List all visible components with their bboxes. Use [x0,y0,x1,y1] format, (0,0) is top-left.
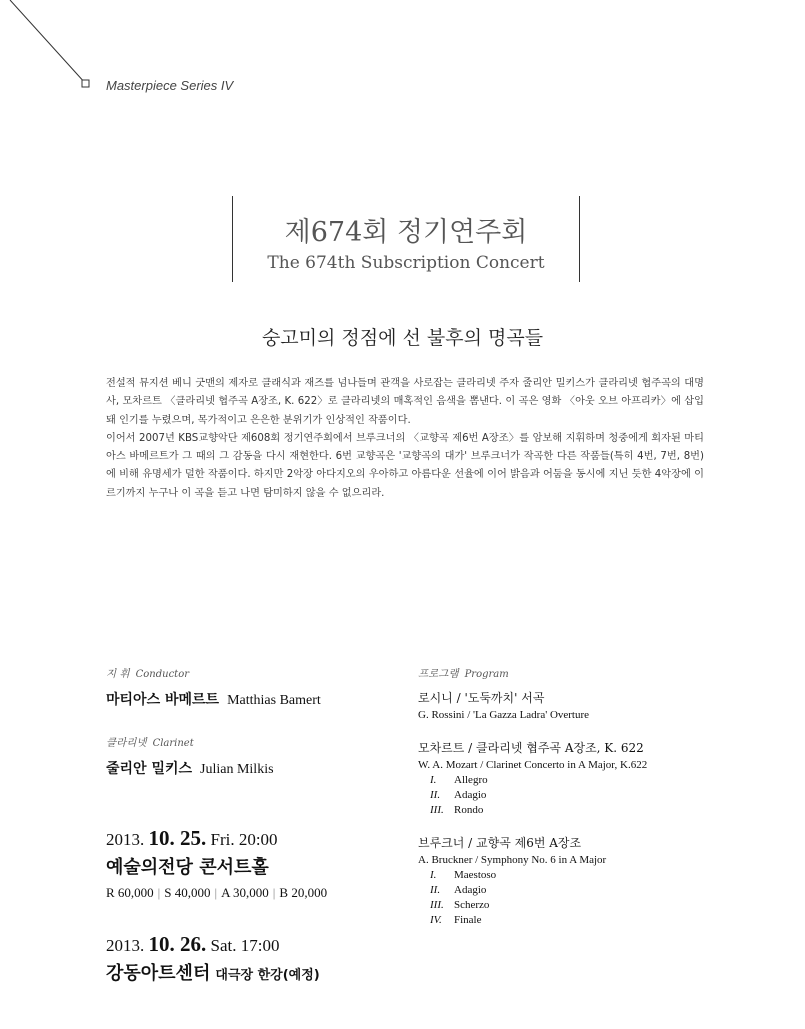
movement: I. Allegro [430,774,488,786]
date-day: 10. 25. [148,826,207,850]
title-english: The 674th Subscription Concert [267,253,545,273]
program-label-ko: 프로그램 [418,668,459,680]
movement: I. Maestoso [430,869,497,881]
intro-paragraph: 이어서 2007년 KBS교향악단 제608회 정기연주회에서 브루크너의 〈교향곡 제6번 A장조〉를 암보해 지휘하며 청중에게 회자된 마티아스 바메르트가 그 때의 그 감동을 다시 재현한다. 6번 교향곡은 '교향곡의 대가' 브루크너가 작곡한 다른 작품들(특히 4번, 7번, 8번)에 비해 유명세가 덜한 작품이다. 하지만 2악장 아다지오의 우아하고 아름다운 선율에 이어 밝음과 어둠을 동시에 지닌 듯한 4악장에 이르기까지 누구나 이 곡을 듣고 나면 탐미하지 않을 수 없으리라. [106,432,704,499]
program-piece [418,689,748,721]
date-block-2 [106,932,406,985]
piece-title-en: A. Bruckner / Symphony No. 6 in A Major [418,854,607,866]
price-list: R 60,000 | S 40,000 | A 30,000 | B 20,000 [106,885,328,900]
piece-title-ko: 브루크너 / 교향곡 제6번 A장조 [418,836,582,850]
venue-name: 강동아트센터 [106,963,211,984]
title-korean: 제674회 정기연주회 [284,217,528,248]
piece-title-en: W. A. Mozart / Clarinet Concerto in A Major, K.622 [418,759,648,771]
date-day: 10. 26. [148,932,207,956]
conductor-label-en: Conductor [135,669,189,680]
intro-text [106,375,704,503]
program-piece [418,834,748,926]
piece-title-ko: 로시니 / '도둑까치' 서곡 [418,691,545,705]
clarinet-label-ko: 클라리넷 [106,737,147,749]
clarinet-block [106,735,396,778]
date-time: Sat. 17:00 [210,936,280,955]
date-time: Fri. 20:00 [210,830,278,849]
program-piece [418,739,748,816]
date-year: 2013. [106,936,145,955]
conductor-label-ko: 지 휘 [106,668,130,680]
price-r: R 60,000 [106,885,154,900]
conductor-name-en: Matthias Bamert [227,693,321,708]
date-block-1 [106,826,406,901]
title-block [232,196,580,282]
square-marker-icon [82,80,89,87]
clarinet-name-en: Julian Milkis [200,762,274,777]
clarinet-name-ko: 줄리안 밀키스 [106,761,193,777]
intro-paragraph: 전설적 뮤지션 베니 굿맨의 제자로 클래식과 재즈를 넘나들며 관객을 사로잡는 클라리넷 주자 줄리안 밀키스가 클라리넷 협주곡의 대명사, 모차르트 〈클라리넷 협주곡 A장조, K. 622〉로 클라리넷의 매혹적인 음색을 뽐낸다. 이 곡은 영화 〈아웃 오브 아프리카〉에 삽입돼 인기를 누렸으며, 목가적이고 은은한 분위기가 인상적인 작품이다. [106,378,704,426]
corner-diagonal-line [0,0,100,95]
movement: IV. Finale [430,914,482,926]
program-block [418,666,748,926]
movement: III. Rondo [430,804,484,816]
conductor-name-ko: 마티아스 바메르트 [106,692,220,708]
series-label: Masterpiece Series IV [106,78,234,93]
program-label-en: Program [464,669,509,680]
venue-name: 예술의전당 콘서트홀 [106,857,269,878]
movement: II. Adagio [430,884,487,896]
piece-title-en: G. Rossini / 'La Gazza Ladra' Overture [418,709,590,721]
conductor-block [106,666,396,709]
movement: III. Scherzo [430,899,490,911]
movement: II. Adagio [430,789,487,801]
piece-title-ko: 모차르트 / 클라리넷 협주곡 A장조, K. 622 [418,741,644,755]
price-s: S 40,000 [164,885,211,900]
price-b: B 20,000 [279,885,328,900]
concert-subtitle: 숭고미의 정점에 선 불후의 명곡들 [261,327,544,349]
price-a: A 30,000 [221,885,269,900]
venue-sub: 대극장 한강(예정) [215,968,320,983]
clarinet-label-en: Clarinet [152,738,194,749]
date-year: 2013. [106,830,145,849]
